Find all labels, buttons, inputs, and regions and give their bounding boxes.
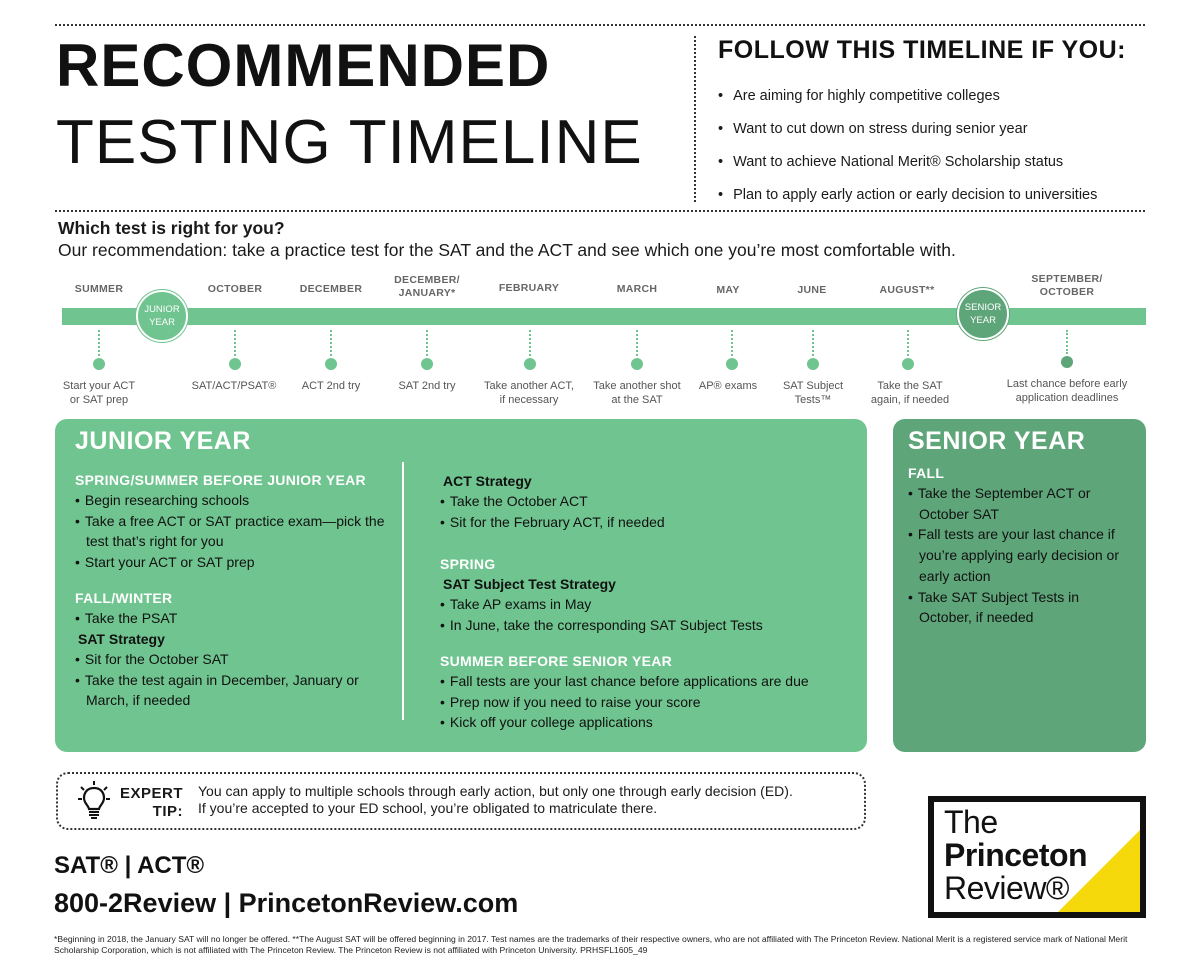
fall-winter-heading: FALL/WINTER: [75, 590, 173, 606]
follow-item: • Are aiming for highly competitive colleges: [718, 80, 1097, 113]
logo-line2: Princeton: [944, 837, 1088, 873]
list-item: • Fall tests are your last chance if you’re applying early decision or early action: [908, 524, 1128, 586]
timeline-stem: [636, 330, 638, 356]
senior-fall-heading: FALL: [908, 465, 945, 481]
list-item: • Take the PSAT: [75, 608, 385, 629]
list-item: • Take AP exams in May: [440, 594, 850, 615]
list-item: • Prep now if you need to raise your score: [440, 692, 860, 713]
junior-badge-line1: JUNIOR: [144, 304, 180, 315]
spring-heading: SPRING: [440, 556, 496, 572]
follow-item: • Want to achieve National Merit® Scholarship status: [718, 146, 1097, 179]
senior-year-badge: [957, 288, 1009, 340]
follow-item: • Plan to apply early action or early decision to universities: [718, 179, 1097, 212]
junior-year-title: JUNIOR YEAR: [75, 427, 251, 455]
list-item: • Start your ACT or SAT prep: [75, 552, 385, 573]
timeline-stem: [426, 330, 428, 356]
timeline-dot: [902, 358, 914, 370]
timeline-event: AP® exams: [698, 380, 758, 392]
timeline-event: SAT 2nd try: [398, 380, 456, 392]
timeline-event: Take another ACT, if necessary: [484, 380, 574, 406]
timeline-stem: [98, 330, 100, 356]
summer-before-senior-heading: SUMMER BEFORE SENIOR YEAR: [440, 653, 673, 669]
list-item: • Take the October ACT: [440, 491, 850, 512]
header-vertical-divider: [694, 36, 696, 202]
timeline-dot: [1061, 356, 1073, 368]
sat-strategy-list: [75, 649, 375, 711]
timeline-month: DECEMBER/ JANUARY*: [394, 274, 460, 299]
timeline-dot: [807, 358, 819, 370]
senior-badge-line2: YEAR: [970, 315, 996, 326]
timeline-dot: [726, 358, 738, 370]
sat-strategy-heading: SAT Strategy: [78, 631, 165, 647]
timeline-event: Start your ACT or SAT prep: [62, 380, 136, 406]
timeline-month: DECEMBER: [299, 283, 363, 295]
column-divider: [402, 462, 404, 720]
list-item: • Take a free ACT or SAT practice exam—pick the test that’s right for you: [75, 511, 385, 552]
list-item: • Take the test again in December, January or March, if needed: [75, 670, 375, 711]
timeline-dot: [325, 358, 337, 370]
junior-badge-line2: YEAR: [149, 317, 175, 328]
page-title-line1: RECOMMENDED: [56, 32, 551, 99]
which-test-recommendation: Our recommendation: take a practice test for the SAT and the ACT and see which one you’re most comfortable with.: [58, 240, 956, 260]
spring-summer-list: [75, 490, 385, 573]
list-item: • In June, take the corresponding SAT Subject Tests: [440, 615, 850, 636]
follow-heading: FOLLOW THIS TIMELINE IF YOU:: [718, 36, 1126, 64]
logo-line3: Review®: [944, 870, 1069, 906]
junior-year-badge: [136, 290, 188, 342]
senior-year-title: SENIOR YEAR: [908, 427, 1086, 455]
timeline-event: Take another shot at the SAT: [593, 380, 681, 406]
timeline-stem: [907, 330, 909, 356]
timeline-month: OCTOBER: [207, 283, 263, 295]
timeline-event: SAT Subject Tests™: [782, 380, 844, 406]
footnote: *Beginning in 2018, the January SAT will no longer be offered. **The August SAT will be offered beginning in 2017. Test names are the trademarks of their respective owners, who are not affiliated with The Princeton Review. National Merit is a registered service mark of National Merit Scholarship Corporation, which is not affiliated with The Princeton Review. The Princeton Review is not affiliated with Princeton University. PRHSFL1605_49: [54, 934, 1128, 955]
spring-summer-heading: SPRING/SUMMER BEFORE JUNIOR YEAR: [75, 472, 366, 488]
tests-label: SAT® | ACT®: [54, 852, 205, 879]
list-item: • Take SAT Subject Tests in October, if needed: [908, 587, 1128, 628]
senior-fall-list: [908, 483, 1128, 628]
timeline-month: AUGUST**: [879, 284, 935, 296]
page-title-line2: TESTING TIMELINE: [56, 108, 643, 177]
timeline-event: Take the SAT again, if needed: [870, 380, 950, 406]
expert-tip-label: EXPERT TIP:: [120, 785, 184, 820]
timeline-stem: [529, 330, 531, 356]
which-test-question: Which test is right for you?: [58, 218, 285, 238]
timeline-stem: [731, 330, 733, 356]
timeline-event: SAT/ACT/PSAT®: [191, 380, 277, 392]
list-item: • Sit for the October SAT: [75, 649, 375, 670]
timeline-dot: [421, 358, 433, 370]
timeline-stem: [1066, 330, 1068, 354]
list-item: • Fall tests are your last chance before applications are due: [440, 671, 860, 692]
act-strategy-list: [440, 491, 850, 532]
timeline-dot: [229, 358, 241, 370]
act-strategy-heading: ACT Strategy: [443, 473, 532, 489]
spring-list: [440, 594, 850, 635]
list-item: • Take the September ACT or October SAT: [908, 483, 1128, 524]
lightbulb-icon: [78, 780, 110, 822]
timeline-month: JUNE: [797, 284, 827, 296]
follow-list: [718, 80, 1097, 212]
princeton-review-logo: [928, 796, 1146, 918]
senior-badge-line1: SENIOR: [964, 302, 1002, 313]
top-divider: [55, 24, 1145, 26]
expert-tip-text: You can apply to multiple schools through early action, but only one through early decision (ED). If you’re accepted to your ED school, you’re obligated to matriculate there.: [198, 783, 793, 816]
list-item: • Begin researching schools: [75, 490, 385, 511]
timeline-month: FEBRUARY: [498, 282, 560, 294]
timeline-stem: [330, 330, 332, 356]
timeline-month: MARCH: [616, 283, 658, 295]
timeline-event: Last chance before early application deadlines: [1006, 378, 1128, 404]
timeline-month: SUMMER: [74, 283, 124, 295]
timeline-dot: [631, 358, 643, 370]
list-item: • Kick off your college applications: [440, 712, 860, 733]
fall-winter-list: [75, 608, 385, 629]
timeline-month: MAY: [716, 284, 740, 296]
timeline-dot: [524, 358, 536, 370]
logo-line1: The: [944, 804, 998, 840]
timeline-month: SEPTEMBER/ OCTOBER: [1031, 273, 1103, 298]
follow-item: • Want to cut down on stress during senior year: [718, 113, 1097, 146]
summer-before-senior-list: [440, 671, 860, 733]
timeline-event: ACT 2nd try: [301, 380, 361, 392]
list-item: • Sit for the February ACT, if needed: [440, 512, 850, 533]
timeline-dot: [93, 358, 105, 370]
contact-line: 800-2Review | PrincetonReview.com: [54, 888, 519, 918]
timeline-stem: [812, 330, 814, 356]
timeline-stem: [234, 330, 236, 356]
subject-test-strategy-heading: SAT Subject Test Strategy: [443, 576, 616, 592]
